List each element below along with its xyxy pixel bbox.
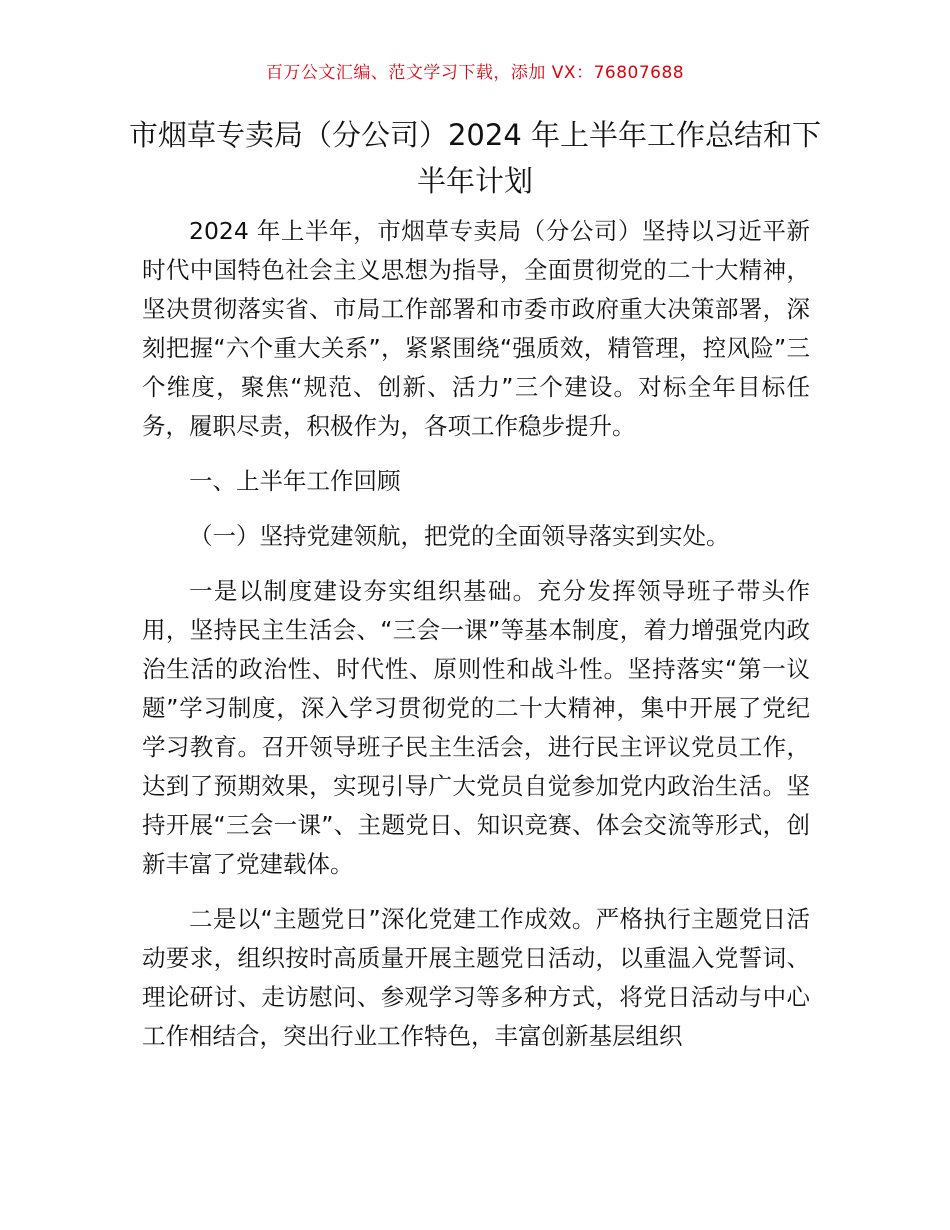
section-heading-1: 一、上半年工作回顾 bbox=[189, 467, 401, 495]
subsection-heading-1: （一）坚持党建领航，把党的全面领导落实到实处。 bbox=[189, 522, 730, 550]
watermark-header: 百万公文汇编、范文学习下载，添加 VX：76807688 bbox=[265, 63, 685, 83]
document-body bbox=[142, 212, 810, 1072]
body-paragraph-1: 一是以制度建设夯实组织基础。充分发挥领导班子带头作用，坚持民主生活会、“三会一课”等基本制度，着力增强党内政治生活的政治性、时代性、原则性和战斗性。坚持落实“第一议题”学习制度，深入学习贯彻党的二十大精神，集中开展了党纪学习教育。召开领导班子民主生活会，进行民主评议党员工作，达到了预期效果，实现引导广大党员自觉参加党内政治生活。坚持开展“三会一课”、主题党日、知识竞赛、体会交流等形式，创新丰富了党建载体。 bbox=[142, 577, 810, 878]
body-paragraph-2: 二是以“主题党日”深化党建工作成效。严格执行主题党日活动要求，组织按时高质量开展主题党日活动，以重温入党誓词、理论研讨、走访慰问、参观学习等多种方式，将党日活动与中心工作相结合，突出行业工作特色，丰富创新基层组织 bbox=[142, 905, 810, 1050]
intro-paragraph: 2024 年上半年，市烟草专卖局（分公司）坚持以习近平新时代中国特色社会主义思想为指导，全面贯彻党的二十大精神，坚决贯彻落实省、市局工作部署和市委市政府重大决策部署，深刻把握“六个重大关系”，紧紧围绕“强质效，精管理，控风险”三个维度，聚焦“规范、创新、活力”三个建设。对标全年目标任务，履职尽责，积极作为，各项工作稳步提升。 bbox=[142, 217, 810, 440]
document-title: 市烟草专卖局（分公司）2024 年上半年工作总结和下半年计划 bbox=[128, 118, 822, 198]
